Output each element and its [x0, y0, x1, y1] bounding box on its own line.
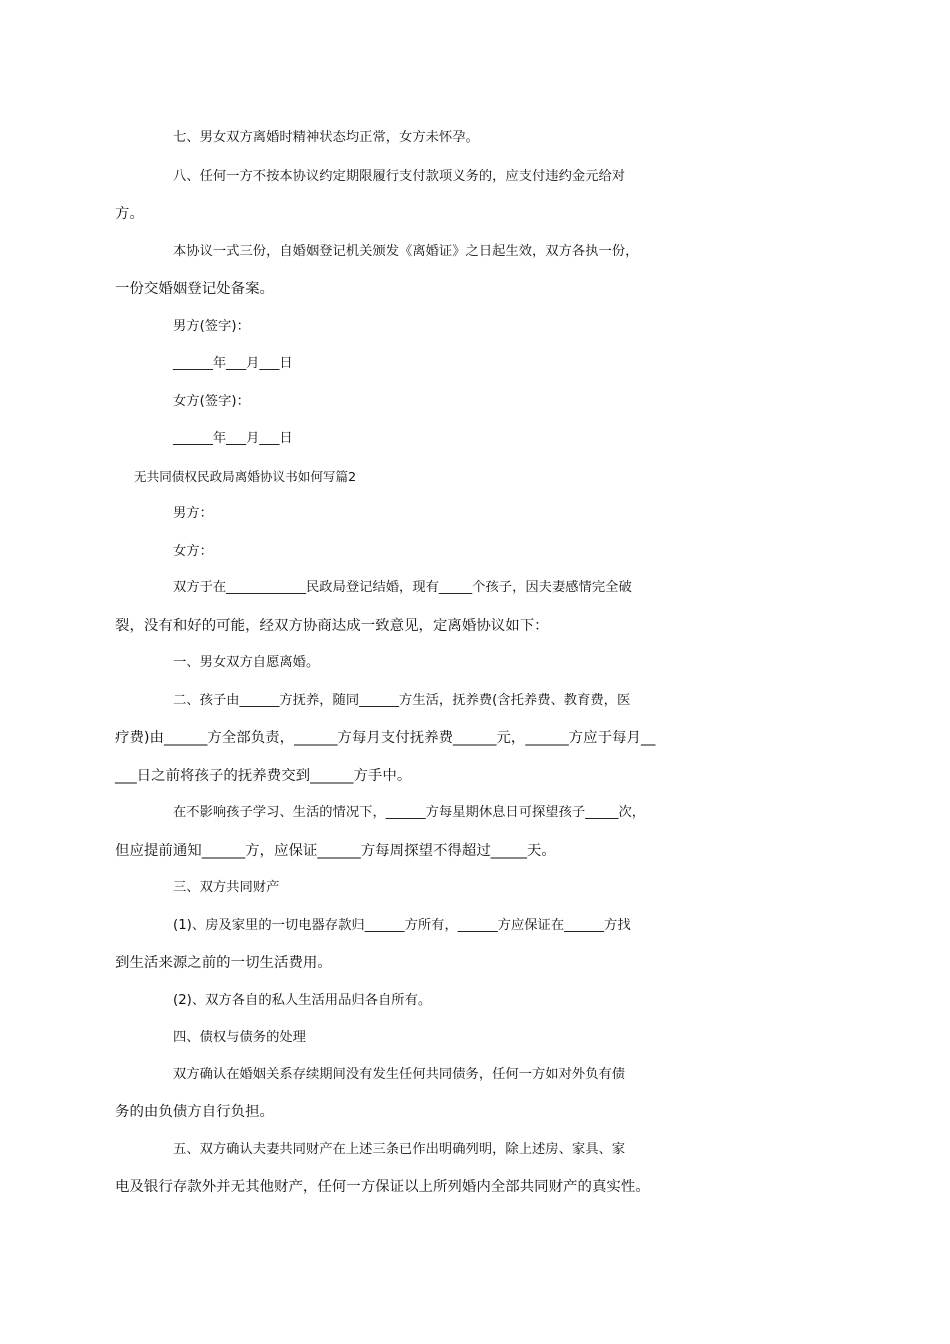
- visitation-paragraph: 在不影响孩子学习、生活的情况下，______方每星期休息日可探望孩子_____次，: [173, 805, 646, 820]
- female-party: 女方：: [173, 544, 213, 559]
- property-item-one: (1)、房及家里的一切电器存款归______方所有，______方应保证在______方找: [173, 918, 631, 933]
- clause-five: 五、双方确认夫妻共同财产在上述三条已作出明确列明，除上述房、家具、家: [173, 1142, 626, 1157]
- clause-eight: 八、任何一方不按本协议约定期限履行支付款项义务的，应支付违约金元给对: [173, 169, 626, 184]
- female-signature-label: 女方(签字)：: [173, 394, 250, 409]
- property-item-one-cont: 到生活来源之前的一切生活费用。: [115, 955, 332, 971]
- property-item-two: (2)、双方各自的私人生活用品归各自所有。: [173, 993, 432, 1008]
- clause-one: 一、男女双方自愿离婚。: [173, 655, 320, 670]
- male-signature-label: 男方(签字)：: [173, 319, 250, 334]
- clause-five-cont: 电及银行存款外并无其他财产，任何一方保证以上所列婚内全部共同财产的真实性。: [115, 1179, 650, 1195]
- clause-three: 三、双方共同财产: [173, 880, 280, 895]
- female-signature-date: ______年___月___日: [173, 431, 293, 446]
- clause-seven: 七、男女双方离婚时精神状态均正常，女方未怀孕。: [173, 130, 479, 145]
- clause-two: 二、孩子由______方抚养，随同______方生活，抚养费(含托养费、教育费，医: [173, 693, 631, 708]
- copies-clause: 本协议一式三份，自婚姻登记机关颁发《离婚证》之日起生效，双方各执一份，: [173, 244, 639, 259]
- clause-eight-cont: 方。: [115, 206, 144, 222]
- clause-four: 四、债权与债务的处理: [173, 1030, 306, 1045]
- debt-paragraph: 双方确认在婚姻关系存续期间没有发生任何共同债务，任何一方如对外负有债: [173, 1067, 626, 1082]
- male-party: 男方：: [173, 506, 213, 521]
- clause-two-cont-2: ___日之前将孩子的抚养费交到______方手中。: [115, 768, 412, 784]
- intro-paragraph-cont: 裂，没有和好的可能，经双方协商达成一致意见，定离婚协议如下：: [115, 618, 549, 634]
- clause-two-cont-1: 疗费)由______方全部负责，______方每月支付抚养费______元，______方应于每月__: [115, 730, 656, 746]
- male-signature-date: ______年___月___日: [173, 356, 293, 371]
- section-title: 无共同债权民政局离婚协议书如何写篇2: [134, 469, 357, 484]
- debt-paragraph-cont: 务的由负债方自行负担。: [115, 1104, 274, 1120]
- intro-paragraph: 双方于在____________民政局登记结婚，现有_____个孩子，因夫妻感情完全破: [173, 580, 632, 595]
- copies-clause-cont: 一份交婚姻登记处备案。: [115, 281, 274, 297]
- visitation-paragraph-cont: 但应提前通知______方，应保证______方每周探望不得超过_____天。: [115, 843, 556, 859]
